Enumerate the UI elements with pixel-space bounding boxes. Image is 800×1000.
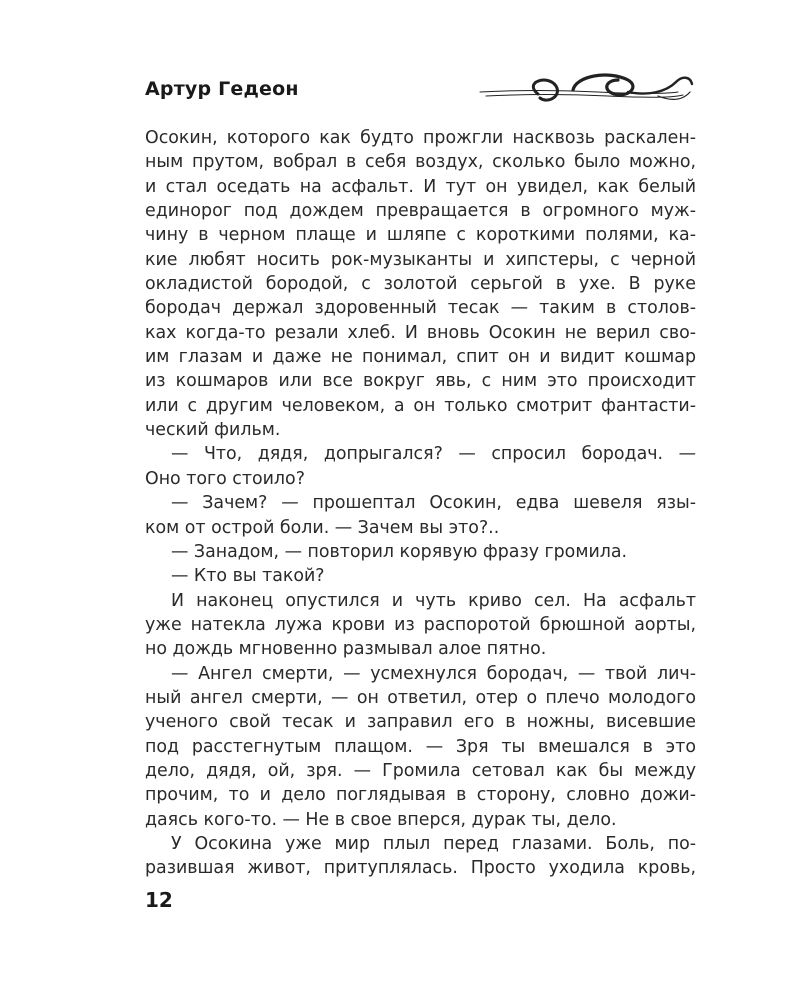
running-header-author: Артур Гедеон [145, 78, 299, 100]
text-line: бородач держал здоровенный тесак — таким в столов- [145, 298, 696, 319]
text-line: Оно того стоило? [145, 468, 305, 489]
text-line: — Ангел смерти, — усмехнулся бородач, — твой лич- [171, 663, 696, 684]
text-line: Осокин, которого как будто прожгли насквозь раскален- [145, 128, 696, 148]
body-text [145, 126, 696, 881]
text-line: И наконец опустился и чуть криво сел. На асфальт [171, 590, 696, 611]
text-line: чину в черном плаще и шляпе с короткими полями, ка- [145, 225, 696, 246]
text-line: под расстегнутым плащом. — Зря ты вмешался в это [145, 736, 696, 757]
text-line: или с другим человеком, а он только смотрит фантасти- [145, 395, 696, 416]
text-line: разившая живот, притуплялась. Просто уходила кровь, [145, 858, 696, 879]
text-line: прочим, то и дело поглядывая в сторону, словно дожи- [145, 785, 696, 806]
text-line: дело, дядя, ой, зря. — Громила сетовал как бы между [145, 760, 696, 781]
page-number: 12 [145, 888, 173, 912]
flourish-ornament-icon [478, 62, 698, 112]
text-line: — Кто вы такой? [171, 566, 325, 587]
text-line: ком от острой боли. — Зачем вы это?.. [145, 517, 500, 538]
text-line: ным прутом, вобрал в себя воздух, сколько было можно, [145, 152, 696, 173]
text-line: единорог под дождем превращается в огромного муж- [145, 201, 696, 222]
text-line: кие любят носить рок-музыканты и хипстеры, с черной [145, 249, 696, 270]
text-line: из кошмаров или все вокруг явь, с ним это происходит [145, 371, 696, 392]
text-line: и стал оседать на асфальт. И тут он увидел, как белый [145, 176, 696, 197]
text-line: ный ангел смерти, — он ответил, отер о плечо молодого [145, 687, 696, 708]
text-line: У Осокина уже мир плыл перед глазами. Боль, по- [171, 833, 696, 854]
text-line: ческий фильм. [145, 420, 281, 441]
text-line: им глазам и даже не понимал, спит он и видит кошмар [145, 347, 696, 368]
text-line: — Зачем? — прошептал Осокин, едва шевеля язы- [171, 493, 696, 514]
text-line: — Что, дядя, допрыгался? — спросил бородач. — [171, 444, 696, 465]
text-line: даясь кого-то. — Не в свое вперся, дурак ты, дело. [145, 809, 617, 830]
text-line: уже натекла лужа крови из распоротой брюшной аорты, [145, 614, 696, 635]
text-line: ках когда-то резали хлеб. И вновь Осокин не верил сво- [145, 322, 696, 343]
text-line: но дождь мгновенно размывал алое пятно. [145, 639, 547, 660]
text-line: окладистой бородой, с золотой серьгой в ухе. В руке [145, 274, 696, 295]
text-line: ученого свой тесак и заправил его в ножны, висевшие [145, 712, 696, 733]
text-line: — Занадом, — повторил корявую фразу громила. [171, 541, 628, 562]
